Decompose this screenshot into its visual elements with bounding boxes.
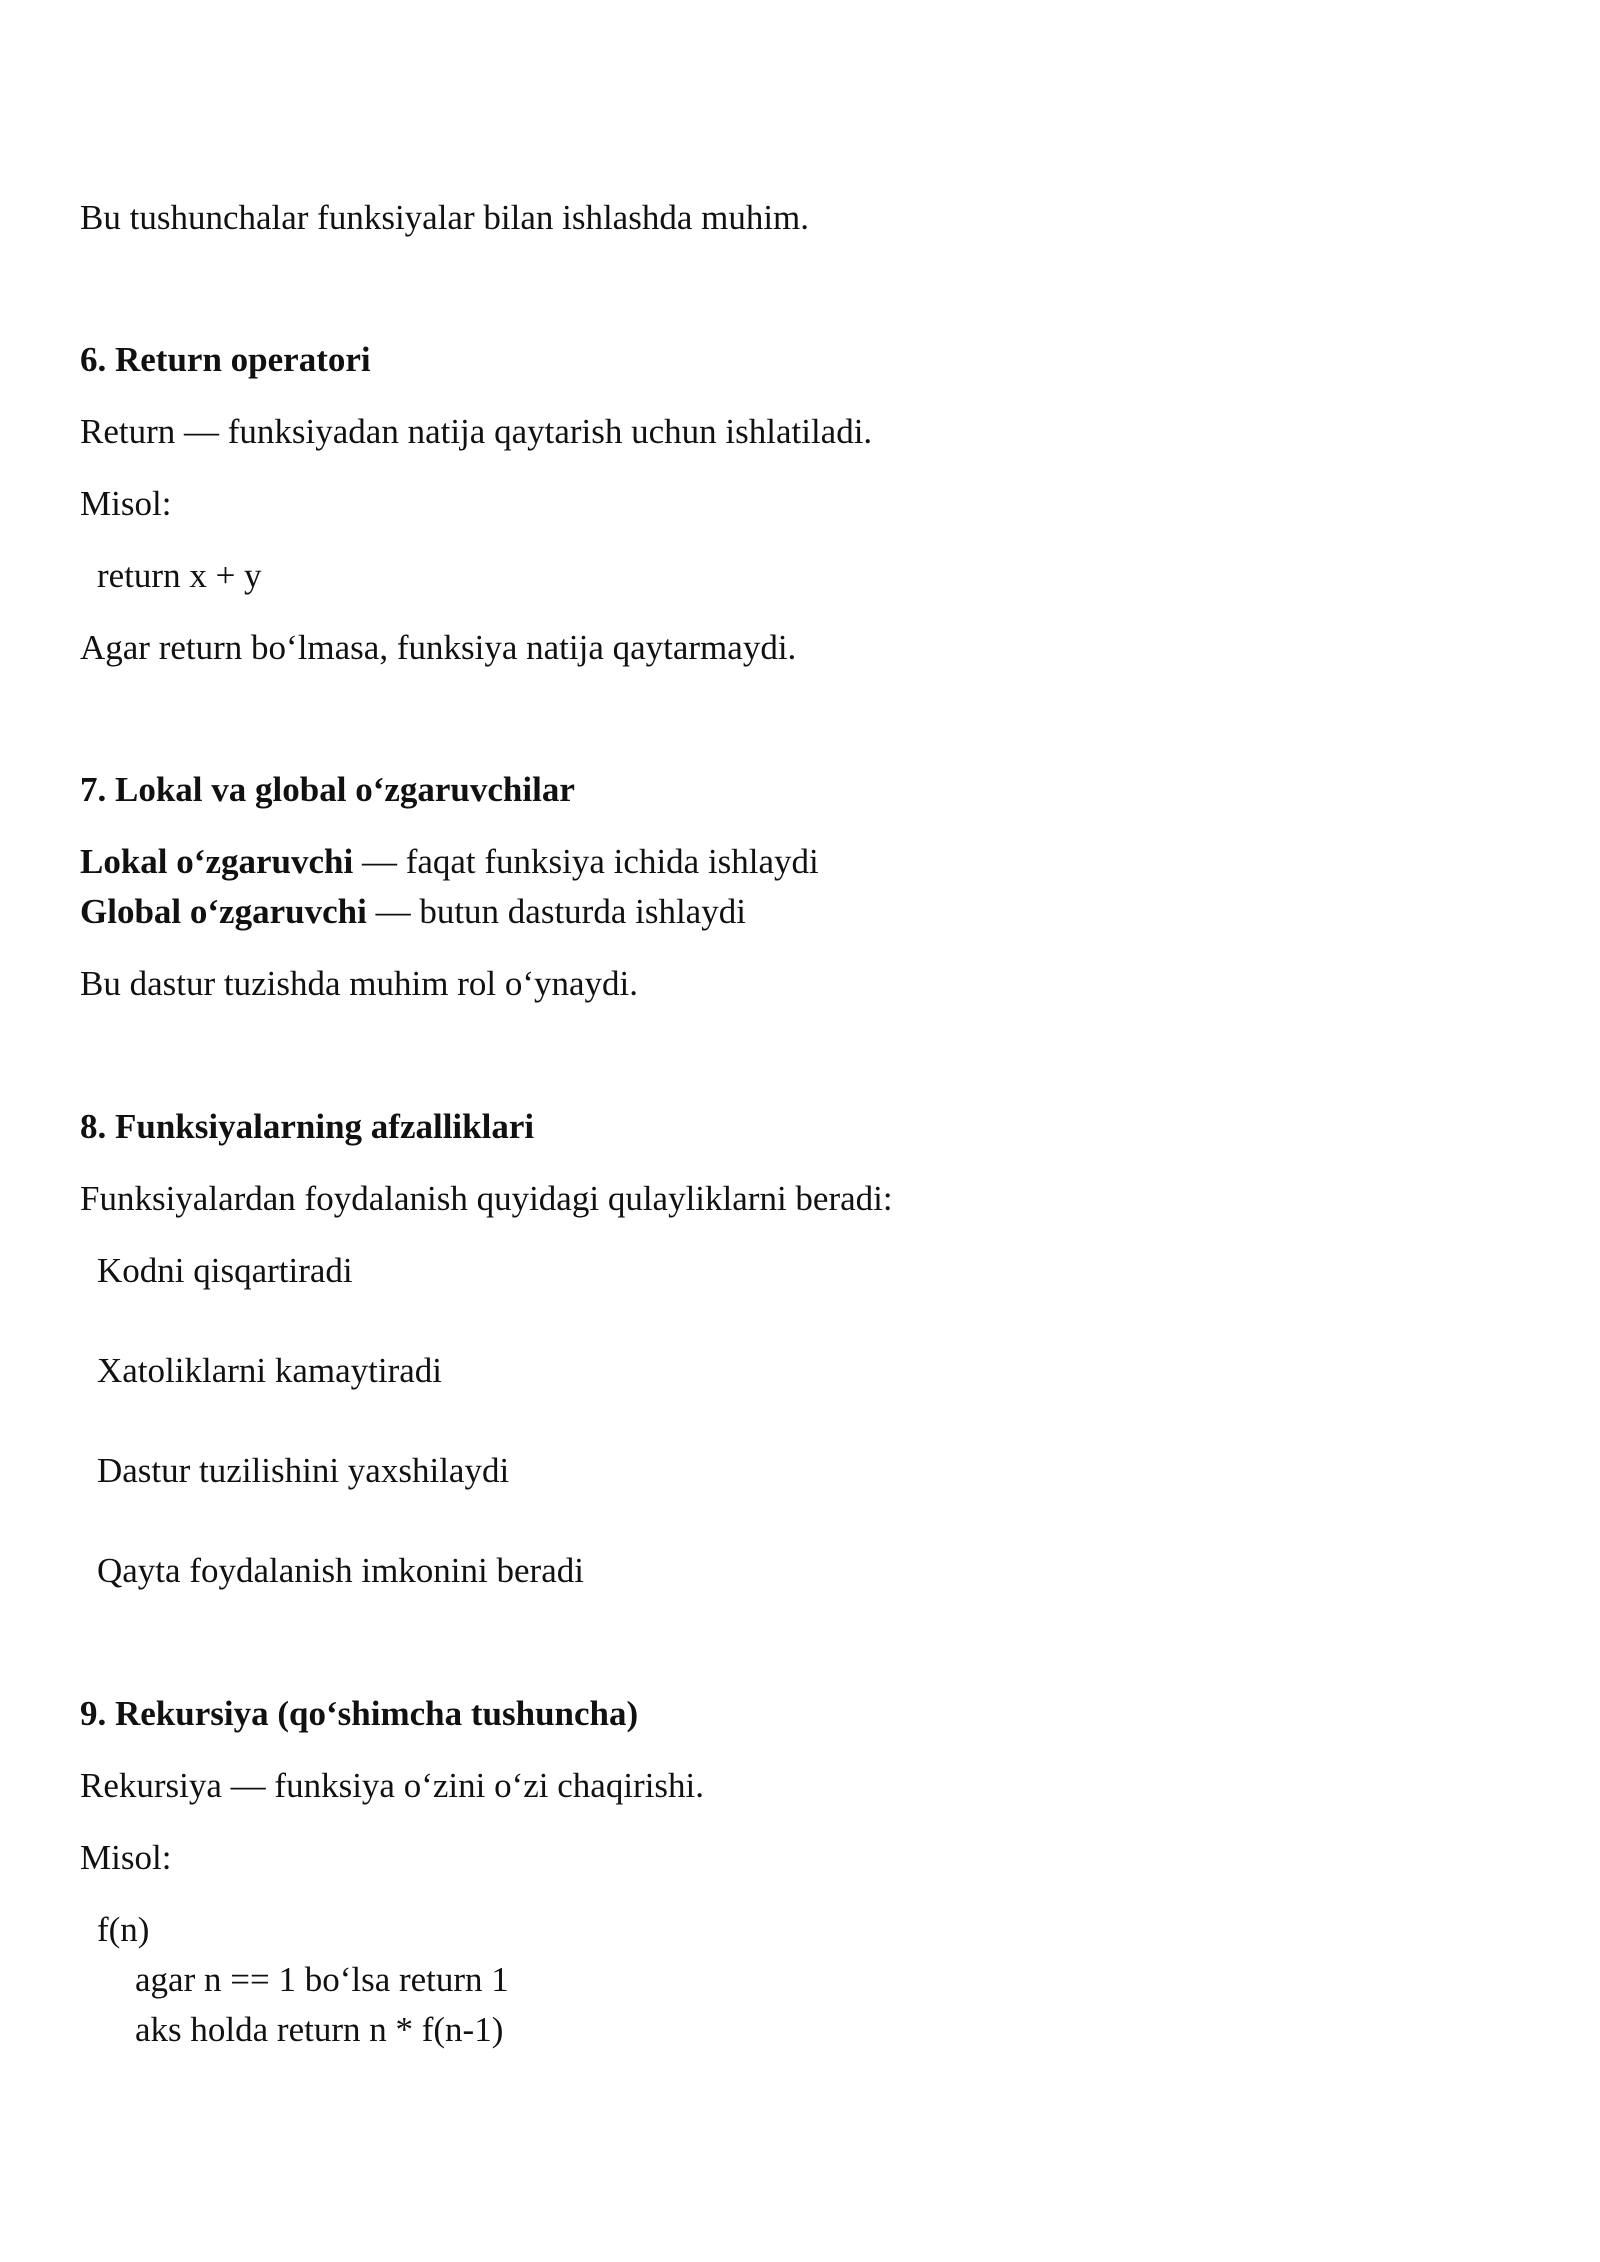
section-6-code: return x + y xyxy=(97,556,262,595)
section-6-example-label: Misol: xyxy=(80,484,172,523)
section-9-example-label: Misol: xyxy=(80,1838,172,1877)
code-line: aks holda return n * f(n-1) xyxy=(135,2010,504,2049)
list-item: Xatoliklarni kamaytiradi xyxy=(97,1351,443,1390)
list-item: Kodni qisqartiradi xyxy=(97,1251,353,1290)
section-8-heading: 8. Funksiyalarning afzalliklari xyxy=(80,1107,535,1146)
global-variable-term: Global o‘zgaruvchi xyxy=(80,892,367,931)
section-6-heading: 6. Return operatori xyxy=(80,340,371,379)
list-item: Dastur tuzilishini yaxshilaydi xyxy=(97,1451,510,1490)
local-variable-line xyxy=(80,840,819,884)
section-7-heading: 7. Lokal va global o‘zgaruvchilar xyxy=(80,770,575,809)
section-9-paragraph: Rekursiya — funksiya o‘zini o‘zi chaqirishi. xyxy=(80,1766,705,1805)
section-9-heading: 9. Rekursiya (qo‘shimcha tushuncha) xyxy=(80,1694,639,1733)
code-line: agar n == 1 bo‘lsa return 1 xyxy=(135,1960,509,1999)
list-item: Qayta foydalanish imkonini beradi xyxy=(97,1551,584,1590)
code-line: f(n) xyxy=(97,1910,150,1949)
intro-paragraph: Bu tushunchalar funksiyalar bilan ishlashda muhim. xyxy=(80,198,810,237)
section-6-paragraph: Return — funksiyadan natija qaytarish uchun ishlatiladi. xyxy=(80,412,873,451)
section-7-paragraph: Bu dastur tuzishda muhim rol o‘ynaydi. xyxy=(80,964,638,1003)
global-variable-line xyxy=(80,890,746,934)
section-6-note: Agar return bo‘lmasa, funksiya natija qaytarmaydi. xyxy=(80,628,797,667)
global-variable-desc: — butun dasturda ishlaydi xyxy=(366,892,746,931)
local-variable-desc: — faqat funksiya ichida ishlaydi xyxy=(353,842,819,881)
local-variable-term: Lokal o‘zgaruvchi xyxy=(80,842,354,881)
section-8-paragraph: Funksiyalardan foydalanish quyidagi qulayliklarni beradi: xyxy=(80,1179,893,1218)
